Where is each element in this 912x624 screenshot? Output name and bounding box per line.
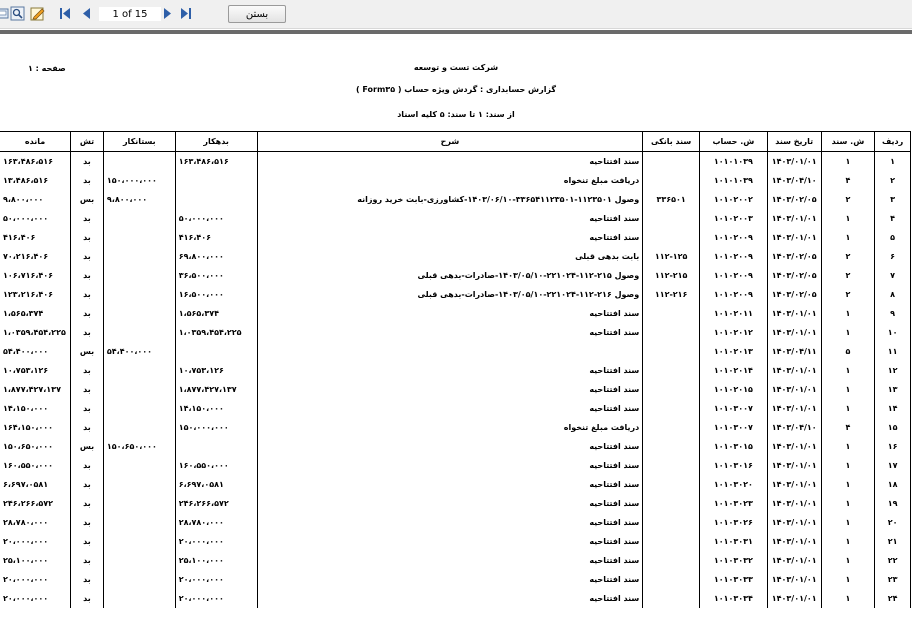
account-cell: ۱۰۱۰۳۰۱۶ [700,456,768,475]
credit-cell [103,380,175,399]
doc-number-cell: ۲ [821,247,875,266]
bank-doc-cell [643,228,700,247]
balance-cell: ۲۰،۰۰۰،۰۰۰ [0,589,71,608]
description-cell: وصول ۱۱۲۳۵۰۱-۳۳۶۵۴۱۱۲۳۵۰۱-۱۴۰۳/۰۶/۱۰-کشاورزی-بابت خرید روزانه [257,190,643,209]
table-row[interactable] [0,323,911,342]
credit-cell [103,228,175,247]
doc-number-cell: ۱ [821,494,875,513]
credit-cell [103,247,175,266]
credit-cell [103,589,175,608]
table-row[interactable] [0,228,911,247]
balance-cell: ۶،۶۹۷،۰۵۸۱ [0,475,71,494]
previous-page-icon[interactable] [79,6,94,21]
doc-date-cell: ۱۴۰۳/۰۱/۰۱ [767,304,821,323]
bank-doc-cell [643,456,700,475]
type-cell: بد [71,152,104,172]
credit-cell [103,532,175,551]
description-cell: سند افتتاحیه [257,399,643,418]
account-cell: ۱۰۱۰۲۰۰۹ [700,228,768,247]
type-cell: بد [71,361,104,380]
doc-number-cell: ۲ [821,266,875,285]
row-number-cell: ۲ [875,171,911,190]
bank-doc-cell [643,589,700,608]
description-cell: سند افتتاحیه [257,570,643,589]
doc-number-cell: ۱ [821,380,875,399]
doc-date-cell: ۱۴۰۳/۰۱/۰۱ [767,551,821,570]
column-header-doc-number[interactable]: ش. سند [821,132,875,152]
debit-cell: ۲۰،۰۰۰،۰۰۰ [175,532,257,551]
next-page-icon[interactable] [160,6,175,21]
doc-number-cell: ۱ [821,437,875,456]
doc-number-cell: ۴ [821,171,875,190]
description-cell: سند افتتاحیه [257,361,643,380]
description-cell: دریافت مبلغ تنخواه [257,418,643,437]
column-header-description[interactable]: شرح [257,132,643,152]
description-cell: وصول ۲۱۶-۱۱۲-۲۲۱۰۲۴-۱۴۰۳/۰۵/۱۰-صادرات-بدهی قبلی [257,285,643,304]
doc-number-cell: ۱ [821,513,875,532]
account-cell: ۱۰۱۰۳۰۳۳ [700,570,768,589]
toolbar-divider [0,30,912,34]
balance-cell: ۲۰،۰۰۰،۰۰۰ [0,532,71,551]
table-row[interactable] [0,589,911,608]
debit-cell: ۱۶۳،۴۸۶،۵۱۶ [175,152,257,172]
account-cell: ۱۰۱۰۲۰۰۳ [700,209,768,228]
doc-number-cell: ۱ [821,456,875,475]
bank-doc-cell: ۱۱۲-۲۱۵ [643,266,700,285]
table-row[interactable] [0,551,911,570]
balance-cell: ۵۴،۴۰۰،۰۰۰ [0,342,71,361]
doc-number-cell: ۱ [821,570,875,589]
column-header-account[interactable]: ش. حساب [700,132,768,152]
bank-doc-cell [643,494,700,513]
doc-date-cell: ۱۴۰۳/۰۱/۰۱ [767,513,821,532]
type-cell: بد [71,380,104,399]
balance-cell: ۱۲۳،۲۱۶،۴۰۶ [0,285,71,304]
doc-date-cell: ۱۴۰۳/۰۴/۱۰ [767,418,821,437]
doc-number-cell: ۵ [821,342,875,361]
account-cell: ۱۰۱۰۲۰۱۲ [700,323,768,342]
debit-cell: ۲۴۶،۲۶۶،۵۷۲ [175,494,257,513]
bank-doc-cell [643,532,700,551]
row-number-cell: ۱۸ [875,475,911,494]
balance-cell: ۱۶۰،۵۵۰،۰۰۰ [0,456,71,475]
export-icon[interactable] [30,6,45,21]
bank-doc-cell: ۱۱۲-۱۲۵ [643,247,700,266]
table-row[interactable] [0,190,911,209]
doc-date-cell: ۱۴۰۳/۰۱/۰۱ [767,361,821,380]
credit-cell: ۵۴،۴۰۰،۰۰۰ [103,342,175,361]
description-cell: سند افتتاحیه [257,551,643,570]
description-cell: سند افتتاحیه [257,209,643,228]
debit-cell: ۲۸،۷۸۰،۰۰۰ [175,513,257,532]
row-number-cell: ۲۰ [875,513,911,532]
column-header-bank-doc[interactable]: سند بانکی [643,132,700,152]
debit-cell: ۵۰،۰۰۰،۰۰۰ [175,209,257,228]
doc-number-cell: ۱ [821,551,875,570]
doc-number-cell: ۲ [821,190,875,209]
company-name: شرکت تست و توسعه [413,63,499,72]
doc-number-cell: ۱ [821,475,875,494]
bank-doc-cell: ۳۳۶۵۰۱ [643,190,700,209]
doc-date-cell: ۱۴۰۳/۰۱/۰۱ [767,475,821,494]
column-header-doc-date[interactable]: تاریخ سند [767,132,821,152]
debit-cell [175,171,257,190]
account-cell: ۱۰۱۰۳۰۰۷ [700,418,768,437]
table-row[interactable] [0,171,911,190]
row-number-cell: ۱۶ [875,437,911,456]
credit-cell [103,475,175,494]
debit-cell: ۱۶،۵۰۰،۰۰۰ [175,285,257,304]
credit-cell [103,551,175,570]
debit-cell: ۱۰،۷۵۳،۱۲۶ [175,361,257,380]
table-row[interactable] [0,209,911,228]
row-number-cell: ۲۴ [875,589,911,608]
table-row[interactable] [0,418,911,437]
credit-cell [103,361,175,380]
type-cell: بد [71,209,104,228]
doc-number-cell: ۱ [821,304,875,323]
doc-number-cell: ۱ [821,228,875,247]
doc-date-cell: ۱۴۰۳/۰۱/۰۱ [767,209,821,228]
type-cell: بس [71,437,104,456]
balance-cell: ۷۰،۲۱۶،۴۰۶ [0,247,71,266]
description-cell [257,342,643,361]
balance-cell: ۱۰۶،۷۱۶،۴۰۶ [0,266,71,285]
account-cell: ۱۰۱۰۳۰۲۶ [700,513,768,532]
balance-cell: ۲۴۶،۲۶۶،۵۷۲ [0,494,71,513]
bank-doc-cell [643,361,700,380]
type-cell: بد [71,494,104,513]
close-button[interactable]: بستن [228,5,286,23]
doc-number-cell: ۱ [821,361,875,380]
description-cell: دریافت مبلغ تنخواه [257,171,643,190]
description-cell: سند افتتاحیه [257,494,643,513]
account-cell: ۱۰۱۰۳۰۰۷ [700,399,768,418]
bank-doc-cell [643,323,700,342]
balance-cell: ۱،۵۶۵،۳۷۴ [0,304,71,323]
column-header-credit[interactable]: بستانکار [103,132,175,152]
debit-cell: ۲۰،۰۰۰،۰۰۰ [175,570,257,589]
table-row[interactable] [0,437,911,456]
doc-date-cell: ۱۴۰۳/۰۲/۰۵ [767,247,821,266]
row-number-cell: ۱۹ [875,494,911,513]
debit-cell: ۱۶۰،۵۵۰،۰۰۰ [175,456,257,475]
type-cell: بس [71,342,104,361]
column-header-debit[interactable]: بدهکار [175,132,257,152]
row-number-cell: ۶ [875,247,911,266]
account-cell: ۱۰۱۰۲۰۰۹ [700,285,768,304]
doc-number-cell: ۱ [821,589,875,608]
debit-cell: ۲۵،۱۰۰،۰۰۰ [175,551,257,570]
doc-date-cell: ۱۴۰۳/۰۲/۰۵ [767,190,821,209]
balance-cell: ۱۶۳،۴۸۶،۵۱۶ [0,152,71,172]
credit-cell [103,323,175,342]
doc-date-cell: ۱۴۰۳/۰۱/۰۱ [767,570,821,589]
row-number-cell: ۵ [875,228,911,247]
account-cell: ۱۰۱۰۳۰۳۲ [700,551,768,570]
debit-cell [175,342,257,361]
credit-cell: ۱۵۰،۰۰۰،۰۰۰ [103,171,175,190]
bank-doc-cell [643,342,700,361]
table-row[interactable] [0,304,911,323]
row-number-cell: ۸ [875,285,911,304]
doc-date-cell: ۱۴۰۳/۰۲/۰۵ [767,266,821,285]
type-cell: بد [71,551,104,570]
table-row[interactable] [0,475,911,494]
table-row[interactable] [0,399,911,418]
balance-cell: ۱۶۴،۱۵۰،۰۰۰ [0,418,71,437]
bank-doc-cell: ۱۱۲-۲۱۶ [643,285,700,304]
row-number-cell: ۹ [875,304,911,323]
row-number-cell: ۱۲ [875,361,911,380]
table-row[interactable] [0,285,911,304]
last-page-icon[interactable] [178,6,193,21]
debit-cell: ۱،۵۶۵،۳۷۴ [175,304,257,323]
doc-date-cell: ۱۴۰۳/۰۱/۰۱ [767,532,821,551]
table-row[interactable] [0,266,911,285]
debit-cell: ۴۱۶،۴۰۶ [175,228,257,247]
debit-cell: ۱،۰۳۵۹،۴۵۴،۲۲۵ [175,323,257,342]
print-icon[interactable] [0,6,10,21]
debit-cell: ۳۶،۵۰۰،۰۰۰ [175,266,257,285]
table-row[interactable] [0,456,911,475]
credit-cell [103,152,175,172]
bank-doc-cell [643,399,700,418]
description-cell: سند افتتاحیه [257,589,643,608]
debit-cell: ۶،۶۹۷،۰۵۸۱ [175,475,257,494]
account-cell: ۱۰۱۰۲۰۰۲ [700,190,768,209]
bank-doc-cell [643,570,700,589]
debit-cell: ۱۵۰،۰۰۰،۰۰۰ [175,418,257,437]
debit-cell: ۶۹،۸۰۰،۰۰۰ [175,247,257,266]
description-cell: سند افتتاحیه [257,456,643,475]
description-cell: وصول ۲۱۵-۱۱۲-۲۲۱۰۲۴-۱۴۰۳/۰۵/۱۰-صادرات-بدهی قبلی [257,266,643,285]
ledger-table [0,131,911,608]
row-number-cell: ۷ [875,266,911,285]
row-number-cell: ۳ [875,190,911,209]
report-viewer-toolbar [0,0,912,29]
balance-cell: ۱،۸۷۷،۴۲۷،۱۳۷ [0,380,71,399]
bank-doc-cell [643,209,700,228]
row-number-cell: ۴ [875,209,911,228]
balance-cell: ۱۰،۷۵۳،۱۲۶ [0,361,71,380]
bank-doc-cell [643,551,700,570]
row-number-cell: ۲۳ [875,570,911,589]
table-row[interactable] [0,152,911,172]
doc-number-cell: ۱ [821,209,875,228]
doc-date-cell: ۱۴۰۳/۰۱/۰۱ [767,494,821,513]
bank-doc-cell [643,475,700,494]
bank-doc-cell [643,380,700,399]
doc-date-cell: ۱۴۰۳/۰۱/۰۱ [767,437,821,456]
doc-number-cell: ۱ [821,152,875,172]
credit-cell [103,513,175,532]
row-number-cell: ۲۱ [875,532,911,551]
description-cell: سند افتتاحیه [257,228,643,247]
description-cell: سند افتتاحیه [257,323,643,342]
debit-cell: ۱،۸۷۷،۴۲۷،۱۳۷ [175,380,257,399]
description-cell: سند افتتاحیه [257,152,643,172]
table-row[interactable] [0,247,911,266]
type-cell: بد [71,228,104,247]
first-page-icon[interactable] [58,6,73,21]
balance-cell: ۴۱۶،۴۰۶ [0,228,71,247]
account-cell: ۱۰۱۰۳۰۳۴ [700,589,768,608]
description-cell: سند افتتاحیه [257,532,643,551]
credit-cell [103,209,175,228]
credit-cell: ۱۵۰،۶۵۰،۰۰۰ [103,437,175,456]
type-cell: بد [71,266,104,285]
row-number-cell: ۲۲ [875,551,911,570]
account-cell: ۱۰۱۰۳۰۲۳ [700,494,768,513]
doc-date-cell: ۱۴۰۳/۰۴/۱۱ [767,342,821,361]
document-range: از سند: ۱ تا سند: ۵ کلیه اسناد [397,110,515,119]
column-header-row-number[interactable]: ردیف [875,132,911,152]
bank-doc-cell [643,418,700,437]
balance-cell: ۹،۸۰۰،۰۰۰ [0,190,71,209]
description-cell: سند افتتاحیه [257,513,643,532]
column-header-balance[interactable]: مانده [0,132,71,152]
doc-date-cell: ۱۴۰۳/۰۱/۰۱ [767,589,821,608]
doc-number-cell: ۱ [821,323,875,342]
debit-cell [175,437,257,456]
row-number-cell: ۱۱ [875,342,911,361]
debit-cell [175,190,257,209]
description-cell: سند افتتاحیه [257,380,643,399]
row-number-cell: ۱۴ [875,399,911,418]
doc-number-cell: ۲ [821,285,875,304]
credit-cell [103,399,175,418]
debit-cell: ۱۴،۱۵۰،۰۰۰ [175,399,257,418]
column-header-type[interactable]: تش [71,132,104,152]
doc-date-cell: ۱۴۰۳/۰۱/۰۱ [767,228,821,247]
table-row[interactable] [0,570,911,589]
table-row[interactable] [0,513,911,532]
credit-cell [103,456,175,475]
account-cell: ۱۰۱۰۳۰۲۰ [700,475,768,494]
description-cell: سند افتتاحیه [257,437,643,456]
description-cell: بابت بدهی قبلی [257,247,643,266]
row-number-cell: ۱۷ [875,456,911,475]
balance-cell: ۱۵۰،۶۵۰،۰۰۰ [0,437,71,456]
balance-cell: ۱۴،۱۵۰،۰۰۰ [0,399,71,418]
account-cell: ۱۰۱۰۲۰۰۹ [700,247,768,266]
bank-doc-cell [643,513,700,532]
account-cell: ۱۰۱۰۳۰۳۱ [700,532,768,551]
type-cell: بد [71,418,104,437]
balance-cell: ۵۰،۰۰۰،۰۰۰ [0,209,71,228]
balance-cell: ۲۵،۱۰۰،۰۰۰ [0,551,71,570]
page-number-label: صفحه : ۱ [28,64,66,73]
table-row[interactable] [0,361,911,380]
row-number-cell: ۱۳ [875,380,911,399]
doc-number-cell: ۱ [821,399,875,418]
doc-date-cell: ۱۴۰۳/۰۱/۰۱ [767,323,821,342]
table-row[interactable] [0,342,911,361]
debit-cell: ۲۰،۰۰۰،۰۰۰ [175,589,257,608]
account-cell: ۱۰۱۰۲۰۱۴ [700,361,768,380]
credit-cell [103,285,175,304]
type-cell: بد [71,513,104,532]
account-cell: ۱۰۱۰۳۰۱۵ [700,437,768,456]
report-title: گزارش حسابداری : گردش ویژه حساب ( Form۳۵ ) [355,85,557,94]
doc-date-cell: ۱۴۰۳/۰۱/۰۱ [767,152,821,172]
type-cell: بد [71,304,104,323]
doc-number-cell: ۴ [821,418,875,437]
type-cell: بد [71,399,104,418]
account-cell: ۱۰۱۰۱۰۳۹ [700,171,768,190]
type-cell: بد [71,285,104,304]
credit-cell [103,570,175,589]
doc-number-cell: ۱ [821,532,875,551]
balance-cell: ۱۳،۴۸۶،۵۱۶ [0,171,71,190]
credit-cell [103,418,175,437]
doc-date-cell: ۱۴۰۳/۰۱/۰۱ [767,399,821,418]
table-row[interactable] [0,380,911,399]
type-cell: بد [71,570,104,589]
account-cell: ۱۰۱۰۱۰۳۹ [700,152,768,172]
bank-doc-cell [643,171,700,190]
type-cell: بد [71,323,104,342]
page-number-input[interactable] [99,7,161,21]
credit-cell [103,304,175,323]
type-cell: بد [71,247,104,266]
description-cell: سند افتتاحیه [257,304,643,323]
doc-date-cell: ۱۴۰۳/۰۱/۰۱ [767,456,821,475]
zoom-icon[interactable] [10,6,25,21]
doc-date-cell: ۱۴۰۳/۰۴/۱۰ [767,171,821,190]
balance-cell: ۱،۰۳۵۹،۴۵۴،۲۲۵ [0,323,71,342]
bank-doc-cell [643,304,700,323]
type-cell: بد [71,171,104,190]
account-cell: ۱۰۱۰۲۰۱۵ [700,380,768,399]
type-cell: بس [71,190,104,209]
type-cell: بد [71,456,104,475]
account-cell: ۱۰۱۰۲۰۰۹ [700,266,768,285]
credit-cell [103,494,175,513]
account-cell: ۱۰۱۰۲۰۱۱ [700,304,768,323]
description-cell: سند افتتاحیه [257,475,643,494]
credit-cell: ۹،۸۰۰،۰۰۰ [103,190,175,209]
type-cell: بد [71,589,104,608]
table-header-row [0,132,911,152]
type-cell: بد [71,475,104,494]
credit-cell [103,266,175,285]
table-row[interactable] [0,532,911,551]
bank-doc-cell [643,152,700,172]
account-cell: ۱۰۱۰۲۰۱۳ [700,342,768,361]
type-cell: بد [71,532,104,551]
row-number-cell: ۱۵ [875,418,911,437]
row-number-cell: ۱ [875,152,911,172]
table-row[interactable] [0,494,911,513]
bank-doc-cell [643,437,700,456]
balance-cell: ۲۸،۷۸۰،۰۰۰ [0,513,71,532]
balance-cell: ۲۰،۰۰۰،۰۰۰ [0,570,71,589]
doc-date-cell: ۱۴۰۳/۰۱/۰۱ [767,380,821,399]
doc-date-cell: ۱۴۰۳/۰۲/۰۵ [767,285,821,304]
row-number-cell: ۱۰ [875,323,911,342]
